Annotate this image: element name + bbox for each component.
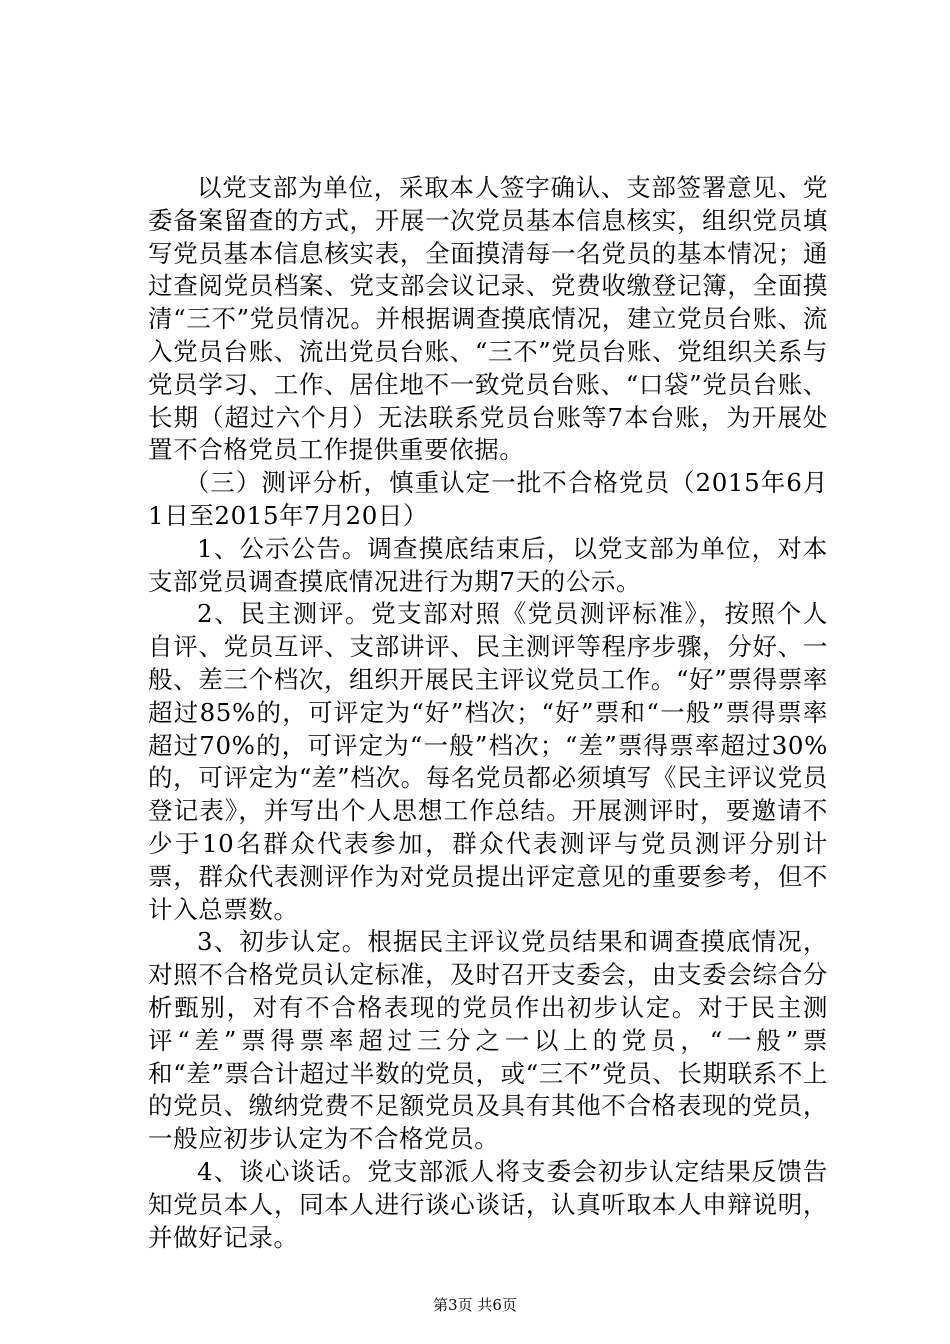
paragraph-heart-to-heart-talk: 4、谈心谈话。党支部派人将支委会初步认定结果反馈告知党员本人，同本人进行谈心谈话，认真听取本人申辩说明，并做好记录。 [148,1156,828,1252]
paragraph-public-notice: 1、公示公告。调查摸底结束后，以党支部为单位，对本支部党员调查摸底情况进行为期7天的公示。 [148,533,828,596]
paragraph-ledger-setup: 以党支部为单位，采取本人签字确认、支部签署意见、党委备案留查的方式，开展一次党员基本信息核实，组织党员填写党员基本信息核实表，全面摸清每一名党员的基本情况；通过查阅党员档案、党支部会议记录、党费收缴登记簿，全面摸清“三不”党员情况。并根据调查摸底情况，建立党员台账、流入党员台账、流出党员台账、“三不”党员台账、党组织关系与党员学习、工作、居住地不一致党员台账、“口袋”党员台账、长期（超过六个月）无法联系党员台账等7本台账，为开展处置不合格党员工作提供重要依据。 [148,173,828,465]
section-heading-evaluation: （三）测评分析，慎重认定一批不合格党员（2015年6月1日至2015年7月20日） [148,468,828,530]
paragraph-preliminary-determination: 3、初步认定。根据民主评议党员结果和调查摸底情况，对照不合格党员认定标准，及时召开支委会，由支委会综合分析甄别，对有不合格表现的党员作出初步认定。对于民主测评“差”票得票率超过三分之一以上的党员，“一般”票和“差”票合计超过半数的党员，或“三不”党员、长期联系不上的党员、缴纳党费不足额党员及具有其他不合格表现的党员，一般应初步认定为不合格党员。 [148,927,828,1154]
document-body [148,172,828,1254]
page-footer: 第3页 共6页 [433,1296,517,1314]
paragraph-democratic-evaluation: 2、民主测评。党支部对照《党员测评标准》，按照个人自评、党员互评、支部讲评、民主测评等程序步骤，分好、一般、差三个档次，组织开展民主评议党员工作。“好”票得票率超过85%的，可评定为“好”档次；“好”票和“一般”票得票率超过70%的，可评定为“一般”档次；“差”票得票率超过30%的，可评定为“差”档次。每名党员都必须填写《民主评议党员登记表》，并写出个人思想工作总结。开展测评时，要邀请不少于10名群众代表参加，群众代表测评与党员测评分别计票，群众代表测评作为对党员提出评定意见的重要参考，但不计入总票数。 [148,599,828,924]
